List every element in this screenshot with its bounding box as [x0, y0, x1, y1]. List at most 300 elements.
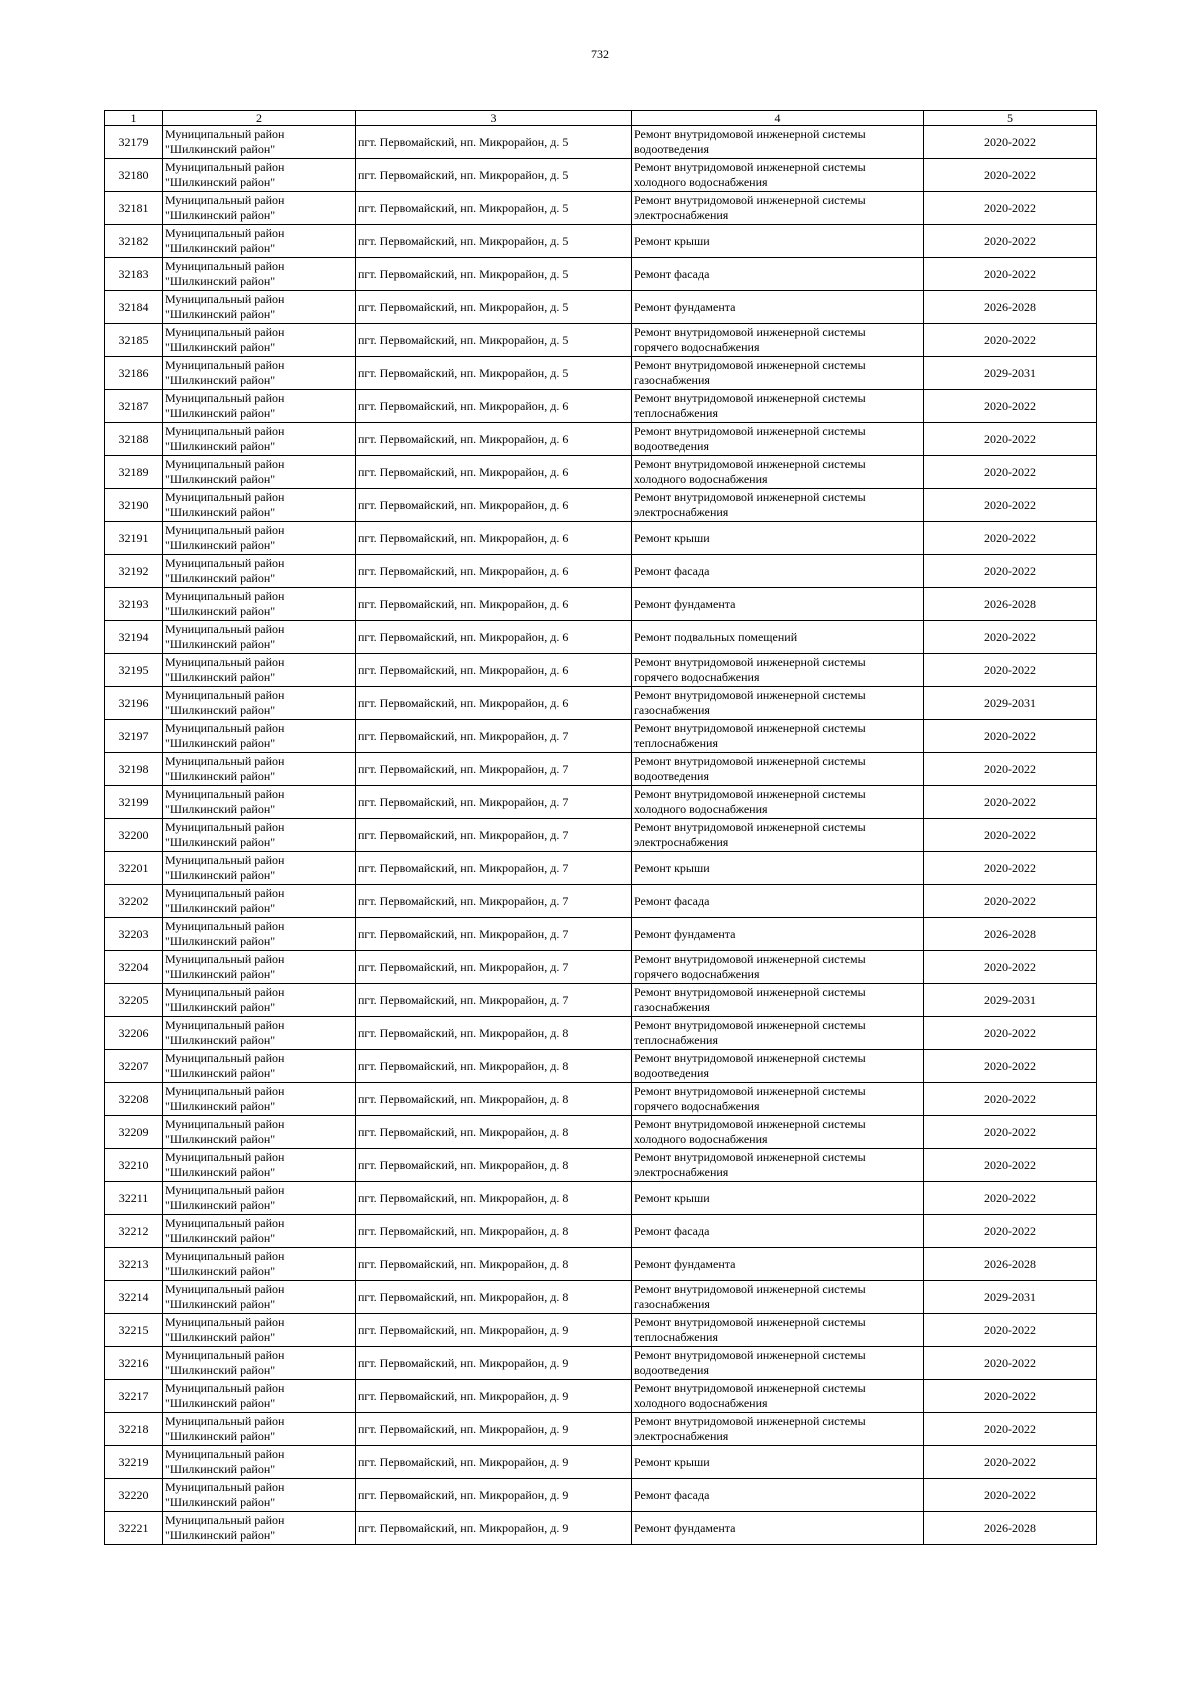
- work-type-line: Ремонт внутридомовой инженерной системы: [634, 325, 866, 339]
- work-type-line: водоотведения: [634, 769, 709, 783]
- table-row: [105, 1413, 1097, 1446]
- column-header-5: 5: [924, 111, 1097, 126]
- municipality-line: Муниципальный район: [165, 1513, 285, 1527]
- row-number: 32185: [105, 324, 163, 357]
- table-row: [105, 1116, 1097, 1149]
- address-cell: пгт. Первомайский, нп. Микрорайон, д. 5: [356, 357, 632, 390]
- municipality-line: Муниципальный район: [165, 853, 285, 867]
- work-type-line: Ремонт крыши: [634, 233, 710, 248]
- municipality-line: "Шилкинский район": [165, 175, 276, 189]
- municipality-line: Муниципальный район: [165, 1480, 285, 1494]
- work-type-line: Ремонт фундамента: [634, 1256, 736, 1271]
- row-number: 32194: [105, 621, 163, 654]
- municipality-line: Муниципальный район: [165, 952, 285, 966]
- table-row: [105, 1347, 1097, 1380]
- work-type-cell: [632, 819, 924, 852]
- period-cell: 2020-2022: [924, 786, 1097, 819]
- work-type-line: Ремонт внутридомовой инженерной системы: [634, 655, 866, 669]
- municipality-line: Муниципальный район: [165, 457, 285, 471]
- work-type-line: Ремонт внутридомовой инженерной системы: [634, 1018, 866, 1032]
- table-row: [105, 753, 1097, 786]
- work-type-line: электроснабжения: [634, 835, 729, 849]
- period-cell: 2020-2022: [924, 654, 1097, 687]
- period-cell: 2020-2022: [924, 1149, 1097, 1182]
- work-type-cell: [632, 1347, 924, 1380]
- work-type-line: Ремонт внутридомовой инженерной системы: [634, 358, 866, 372]
- work-type-line: Ремонт внутридомовой инженерной системы: [634, 1084, 866, 1098]
- municipality-cell: [163, 225, 356, 258]
- municipality-line: "Шилкинский район": [165, 1099, 276, 1113]
- municipality-cell: [163, 423, 356, 456]
- row-number: 32200: [105, 819, 163, 852]
- municipality-cell: [163, 1182, 356, 1215]
- row-number: 32219: [105, 1446, 163, 1479]
- municipality-cell: [163, 1281, 356, 1314]
- municipality-line: "Шилкинский район": [165, 571, 276, 585]
- table-row: [105, 786, 1097, 819]
- work-type-cell: [632, 1215, 924, 1248]
- municipality-cell: [163, 588, 356, 621]
- period-cell: 2020-2022: [924, 819, 1097, 852]
- row-number: 32217: [105, 1380, 163, 1413]
- repair-schedule-table: [104, 110, 1097, 1545]
- row-number: 32184: [105, 291, 163, 324]
- municipality-line: "Шилкинский район": [165, 1363, 276, 1377]
- municipality-cell: [163, 1413, 356, 1446]
- municipality-cell: [163, 390, 356, 423]
- address-cell: пгт. Первомайский, нп. Микрорайон, д. 9: [356, 1314, 632, 1347]
- work-type-cell: [632, 192, 924, 225]
- work-type-line: Ремонт внутридомовой инженерной системы: [634, 160, 866, 174]
- period-cell: 2020-2022: [924, 1413, 1097, 1446]
- work-type-line: холодного водоснабжения: [634, 802, 768, 816]
- row-number: 32212: [105, 1215, 163, 1248]
- address-cell: пгт. Первомайский, нп. Микрорайон, д. 8: [356, 1050, 632, 1083]
- municipality-cell: [163, 324, 356, 357]
- work-type-line: Ремонт внутридомовой инженерной системы: [634, 820, 866, 834]
- municipality-cell: [163, 1050, 356, 1083]
- municipality-line: Муниципальный район: [165, 1150, 285, 1164]
- table-row: [105, 1083, 1097, 1116]
- municipality-line: Муниципальный район: [165, 721, 285, 735]
- table-row: [105, 225, 1097, 258]
- municipality-line: Муниципальный район: [165, 391, 285, 405]
- table-row: [105, 1248, 1097, 1281]
- municipality-cell: [163, 126, 356, 159]
- municipality-cell: [163, 1215, 356, 1248]
- table-row: [105, 456, 1097, 489]
- municipality-line: "Шилкинский район": [165, 142, 276, 156]
- address-cell: пгт. Первомайский, нп. Микрорайон, д. 6: [356, 621, 632, 654]
- work-type-cell: [632, 687, 924, 720]
- work-type-line: Ремонт внутридомовой инженерной системы: [634, 193, 866, 207]
- table-row: [105, 522, 1097, 555]
- period-cell: 2026-2028: [924, 1512, 1097, 1545]
- work-type-line: Ремонт внутридомовой инженерной системы: [634, 985, 866, 999]
- work-type-line: электроснабжения: [634, 1429, 729, 1443]
- address-cell: пгт. Первомайский, нп. Микрорайон, д. 7: [356, 786, 632, 819]
- table-row: [105, 1281, 1097, 1314]
- work-type-line: Ремонт внутридомовой инженерной системы: [634, 754, 866, 768]
- table-row: [105, 1512, 1097, 1545]
- address-cell: пгт. Первомайский, нп. Микрорайон, д. 9: [356, 1413, 632, 1446]
- column-header-2: 2: [163, 111, 356, 126]
- period-cell: 2020-2022: [924, 1116, 1097, 1149]
- table-row: [105, 159, 1097, 192]
- municipality-line: Муниципальный район: [165, 358, 285, 372]
- work-type-cell: [632, 1017, 924, 1050]
- municipality-line: "Шилкинский район": [165, 1330, 276, 1344]
- work-type-line: водоотведения: [634, 439, 709, 453]
- address-cell: пгт. Первомайский, нп. Микрорайон, д. 8: [356, 1116, 632, 1149]
- address-cell: пгт. Первомайский, нп. Микрорайон, д. 6: [356, 522, 632, 555]
- work-type-line: Ремонт крыши: [634, 860, 710, 875]
- address-cell: пгт. Первомайский, нп. Микрорайон, д. 8: [356, 1017, 632, 1050]
- header-row: [105, 111, 1097, 126]
- municipality-line: Муниципальный район: [165, 127, 285, 141]
- table-row: [105, 258, 1097, 291]
- work-type-line: электроснабжения: [634, 208, 729, 222]
- work-type-line: Ремонт внутридомовой инженерной системы: [634, 952, 866, 966]
- work-type-cell: [632, 555, 924, 588]
- row-number: 32202: [105, 885, 163, 918]
- work-type-cell: [632, 918, 924, 951]
- municipality-line: "Шилкинский район": [165, 307, 276, 321]
- municipality-cell: [163, 720, 356, 753]
- table-row: [105, 357, 1097, 390]
- work-type-line: Ремонт крыши: [634, 530, 710, 545]
- municipality-cell: [163, 555, 356, 588]
- table-row: [105, 588, 1097, 621]
- address-cell: пгт. Первомайский, нп. Микрорайон, д. 6: [356, 555, 632, 588]
- table-row: [105, 984, 1097, 1017]
- municipality-line: Муниципальный район: [165, 919, 285, 933]
- table-row: [105, 1314, 1097, 1347]
- municipality-cell: [163, 753, 356, 786]
- municipality-line: Муниципальный район: [165, 193, 285, 207]
- table-row: [105, 423, 1097, 456]
- municipality-line: Муниципальный район: [165, 688, 285, 702]
- address-cell: пгт. Первомайский, нп. Микрорайон, д. 7: [356, 819, 632, 852]
- work-type-line: теплоснабжения: [634, 736, 718, 750]
- table-row: [105, 1149, 1097, 1182]
- municipality-line: "Шилкинский район": [165, 901, 276, 915]
- work-type-cell: [632, 1083, 924, 1116]
- municipality-line: Муниципальный район: [165, 325, 285, 339]
- row-number: 32197: [105, 720, 163, 753]
- work-type-cell: [632, 390, 924, 423]
- municipality-cell: [163, 1017, 356, 1050]
- municipality-cell: [163, 621, 356, 654]
- work-type-cell: [632, 786, 924, 819]
- municipality-line: Муниципальный район: [165, 1117, 285, 1131]
- municipality-line: Муниципальный район: [165, 589, 285, 603]
- period-cell: 2020-2022: [924, 951, 1097, 984]
- address-cell: пгт. Первомайский, нп. Микрорайон, д. 5: [356, 159, 632, 192]
- table-row: [105, 687, 1097, 720]
- work-type-line: теплоснабжения: [634, 406, 718, 420]
- address-cell: пгт. Первомайский, нп. Микрорайон, д. 9: [356, 1446, 632, 1479]
- row-number: 32187: [105, 390, 163, 423]
- municipality-line: "Шилкинский район": [165, 868, 276, 882]
- work-type-cell: [632, 1446, 924, 1479]
- municipality-line: Муниципальный район: [165, 754, 285, 768]
- address-cell: пгт. Первомайский, нп. Микрорайон, д. 8: [356, 1149, 632, 1182]
- period-cell: 2020-2022: [924, 1347, 1097, 1380]
- row-number: 32192: [105, 555, 163, 588]
- work-type-line: горячего водоснабжения: [634, 670, 760, 684]
- row-number: 32209: [105, 1116, 163, 1149]
- table-header: [105, 111, 1097, 126]
- period-cell: 2020-2022: [924, 1446, 1097, 1479]
- address-cell: пгт. Первомайский, нп. Микрорайон, д. 9: [356, 1512, 632, 1545]
- period-cell: 2020-2022: [924, 192, 1097, 225]
- municipality-line: "Шилкинский район": [165, 1165, 276, 1179]
- work-type-line: Ремонт внутридомовой инженерной системы: [634, 1348, 866, 1362]
- work-type-line: Ремонт внутридомовой инженерной системы: [634, 1315, 866, 1329]
- table-row: [105, 1380, 1097, 1413]
- row-number: 32214: [105, 1281, 163, 1314]
- municipality-line: "Шилкинский район": [165, 835, 276, 849]
- period-cell: 2020-2022: [924, 885, 1097, 918]
- municipality-line: "Шилкинский район": [165, 373, 276, 387]
- period-cell: 2020-2022: [924, 390, 1097, 423]
- municipality-cell: [163, 522, 356, 555]
- work-type-cell: [632, 1248, 924, 1281]
- address-cell: пгт. Первомайский, нп. Микрорайон, д. 6: [356, 456, 632, 489]
- page-number: 732: [591, 47, 609, 61]
- row-number: 32201: [105, 852, 163, 885]
- work-type-cell: [632, 324, 924, 357]
- table-row: [105, 1017, 1097, 1050]
- row-number: 32207: [105, 1050, 163, 1083]
- municipality-line: "Шилкинский район": [165, 1231, 276, 1245]
- period-cell: 2020-2022: [924, 1479, 1097, 1512]
- municipality-line: Муниципальный район: [165, 259, 285, 273]
- municipality-line: "Шилкинский район": [165, 703, 276, 717]
- municipality-line: "Шилкинский район": [165, 802, 276, 816]
- work-type-line: Ремонт фасада: [634, 1223, 710, 1238]
- municipality-cell: [163, 1479, 356, 1512]
- work-type-line: Ремонт крыши: [634, 1454, 710, 1469]
- work-type-line: холодного водоснабжения: [634, 1396, 768, 1410]
- period-cell: 2020-2022: [924, 555, 1097, 588]
- municipality-cell: [163, 984, 356, 1017]
- municipality-line: "Шилкинский район": [165, 1495, 276, 1509]
- column-header-1: 1: [105, 111, 163, 126]
- work-type-cell: [632, 588, 924, 621]
- municipality-line: "Шилкинский район": [165, 1462, 276, 1476]
- municipality-cell: [163, 1512, 356, 1545]
- municipality-line: "Шилкинский район": [165, 439, 276, 453]
- table-row: [105, 291, 1097, 324]
- municipality-line: Муниципальный район: [165, 1216, 285, 1230]
- municipality-line: "Шилкинский район": [165, 637, 276, 651]
- municipality-line: Муниципальный район: [165, 1447, 285, 1461]
- municipality-line: "Шилкинский район": [165, 769, 276, 783]
- address-cell: пгт. Первомайский, нп. Микрорайон, д. 7: [356, 951, 632, 984]
- address-cell: пгт. Первомайский, нп. Микрорайон, д. 6: [356, 654, 632, 687]
- row-number: 32215: [105, 1314, 163, 1347]
- period-cell: 2020-2022: [924, 1182, 1097, 1215]
- municipality-line: "Шилкинский район": [165, 604, 276, 618]
- table-row: [105, 192, 1097, 225]
- work-type-line: Ремонт фасада: [634, 893, 710, 908]
- municipality-cell: [163, 852, 356, 885]
- municipality-cell: [163, 687, 356, 720]
- work-type-line: холодного водоснабжения: [634, 175, 768, 189]
- work-type-line: Ремонт внутридомовой инженерной системы: [634, 1414, 866, 1428]
- work-type-cell: [632, 1182, 924, 1215]
- municipality-line: Муниципальный район: [165, 490, 285, 504]
- work-type-line: теплоснабжения: [634, 1330, 718, 1344]
- work-type-line: горячего водоснабжения: [634, 1099, 760, 1113]
- address-cell: пгт. Первомайский, нп. Микрорайон, д. 5: [356, 291, 632, 324]
- municipality-cell: [163, 1116, 356, 1149]
- row-number: 32182: [105, 225, 163, 258]
- period-cell: 2020-2022: [924, 1050, 1097, 1083]
- work-type-cell: [632, 423, 924, 456]
- table-row: [105, 555, 1097, 588]
- work-type-cell: [632, 1314, 924, 1347]
- municipality-cell: [163, 1248, 356, 1281]
- work-type-line: Ремонт внутридомовой инженерной системы: [634, 1150, 866, 1164]
- work-type-cell: [632, 1479, 924, 1512]
- work-type-line: Ремонт фундамента: [634, 596, 736, 611]
- work-type-line: теплоснабжения: [634, 1033, 718, 1047]
- period-cell: 2029-2031: [924, 1281, 1097, 1314]
- address-cell: пгт. Первомайский, нп. Микрорайон, д. 7: [356, 720, 632, 753]
- row-number: 32191: [105, 522, 163, 555]
- municipality-cell: [163, 951, 356, 984]
- work-type-line: Ремонт внутридомовой инженерной системы: [634, 1117, 866, 1131]
- municipality-line: Муниципальный район: [165, 655, 285, 669]
- period-cell: 2029-2031: [924, 984, 1097, 1017]
- municipality-line: "Шилкинский район": [165, 1198, 276, 1212]
- municipality-line: "Шилкинский район": [165, 670, 276, 684]
- address-cell: пгт. Первомайский, нп. Микрорайон, д. 5: [356, 225, 632, 258]
- work-type-cell: [632, 885, 924, 918]
- work-type-line: Ремонт внутридомовой инженерной системы: [634, 721, 866, 735]
- work-type-line: Ремонт внутридомовой инженерной системы: [634, 1282, 866, 1296]
- period-cell: 2020-2022: [924, 324, 1097, 357]
- row-number: 32203: [105, 918, 163, 951]
- municipality-line: "Шилкинский район": [165, 1264, 276, 1278]
- work-type-line: горячего водоснабжения: [634, 340, 760, 354]
- municipality-line: Муниципальный район: [165, 292, 285, 306]
- municipality-line: Муниципальный район: [165, 1315, 285, 1329]
- work-type-line: Ремонт внутридомовой инженерной системы: [634, 127, 866, 141]
- period-cell: 2029-2031: [924, 687, 1097, 720]
- column-header-3: 3: [356, 111, 632, 126]
- work-type-line: Ремонт подвальных помещений: [634, 629, 798, 644]
- municipality-line: Муниципальный район: [165, 424, 285, 438]
- period-cell: 2029-2031: [924, 357, 1097, 390]
- municipality-line: Муниципальный район: [165, 1084, 285, 1098]
- municipality-line: Муниципальный район: [165, 985, 285, 999]
- row-number: 32213: [105, 1248, 163, 1281]
- work-type-cell: [632, 126, 924, 159]
- work-type-cell: [632, 621, 924, 654]
- municipality-cell: [163, 885, 356, 918]
- municipality-line: "Шилкинский район": [165, 1528, 276, 1542]
- work-type-line: водоотведения: [634, 1363, 709, 1377]
- municipality-line: Муниципальный район: [165, 1249, 285, 1263]
- work-type-cell: [632, 456, 924, 489]
- work-type-cell: [632, 1050, 924, 1083]
- work-type-line: газоснабжения: [634, 1000, 710, 1014]
- period-cell: 2020-2022: [924, 753, 1097, 786]
- address-cell: пгт. Первомайский, нп. Микрорайон, д. 5: [356, 126, 632, 159]
- table-row: [105, 885, 1097, 918]
- period-cell: 2020-2022: [924, 1314, 1097, 1347]
- work-type-line: Ремонт внутридомовой инженерной системы: [634, 457, 866, 471]
- row-number: 32211: [105, 1182, 163, 1215]
- work-type-cell: [632, 720, 924, 753]
- table-row: [105, 489, 1097, 522]
- address-cell: пгт. Первомайский, нп. Микрорайон, д. 5: [356, 324, 632, 357]
- table-row: [105, 1215, 1097, 1248]
- municipality-line: "Шилкинский район": [165, 274, 276, 288]
- municipality-line: "Шилкинский район": [165, 1429, 276, 1443]
- row-number: 32181: [105, 192, 163, 225]
- row-number: 32189: [105, 456, 163, 489]
- work-type-line: водоотведения: [634, 1066, 709, 1080]
- row-number: 32206: [105, 1017, 163, 1050]
- period-cell: 2020-2022: [924, 456, 1097, 489]
- municipality-line: Муниципальный район: [165, 820, 285, 834]
- work-type-cell: [632, 1149, 924, 1182]
- table-row: [105, 390, 1097, 423]
- row-number: 32186: [105, 357, 163, 390]
- address-cell: пгт. Первомайский, нп. Микрорайон, д. 5: [356, 192, 632, 225]
- row-number: 32216: [105, 1347, 163, 1380]
- row-number: 32199: [105, 786, 163, 819]
- address-cell: пгт. Первомайский, нп. Микрорайон, д. 6: [356, 588, 632, 621]
- municipality-cell: [163, 786, 356, 819]
- row-number: 32179: [105, 126, 163, 159]
- period-cell: 2020-2022: [924, 1017, 1097, 1050]
- table-row: [105, 1479, 1097, 1512]
- period-cell: 2020-2022: [924, 423, 1097, 456]
- work-type-cell: [632, 654, 924, 687]
- address-cell: пгт. Первомайский, нп. Микрорайон, д. 9: [356, 1347, 632, 1380]
- address-cell: пгт. Первомайский, нп. Микрорайон, д. 6: [356, 390, 632, 423]
- row-number: 32221: [105, 1512, 163, 1545]
- municipality-line: "Шилкинский район": [165, 406, 276, 420]
- table-row: [105, 324, 1097, 357]
- row-number: 32210: [105, 1149, 163, 1182]
- row-number: 32188: [105, 423, 163, 456]
- period-cell: 2020-2022: [924, 720, 1097, 753]
- work-type-line: Ремонт внутридомовой инженерной системы: [634, 688, 866, 702]
- work-type-line: Ремонт внутридомовой инженерной системы: [634, 787, 866, 801]
- municipality-line: Муниципальный район: [165, 226, 285, 240]
- table-row: [105, 720, 1097, 753]
- table-row: [105, 951, 1097, 984]
- municipality-cell: [163, 1380, 356, 1413]
- work-type-line: электроснабжения: [634, 1165, 729, 1179]
- municipality-line: Муниципальный район: [165, 1051, 285, 1065]
- municipality-line: Муниципальный район: [165, 1348, 285, 1362]
- municipality-line: "Шилкинский район": [165, 1297, 276, 1311]
- row-number: 32208: [105, 1083, 163, 1116]
- period-cell: 2020-2022: [924, 852, 1097, 885]
- work-type-line: Ремонт фундамента: [634, 1520, 736, 1535]
- table-row: [105, 126, 1097, 159]
- municipality-cell: [163, 192, 356, 225]
- municipality-cell: [163, 918, 356, 951]
